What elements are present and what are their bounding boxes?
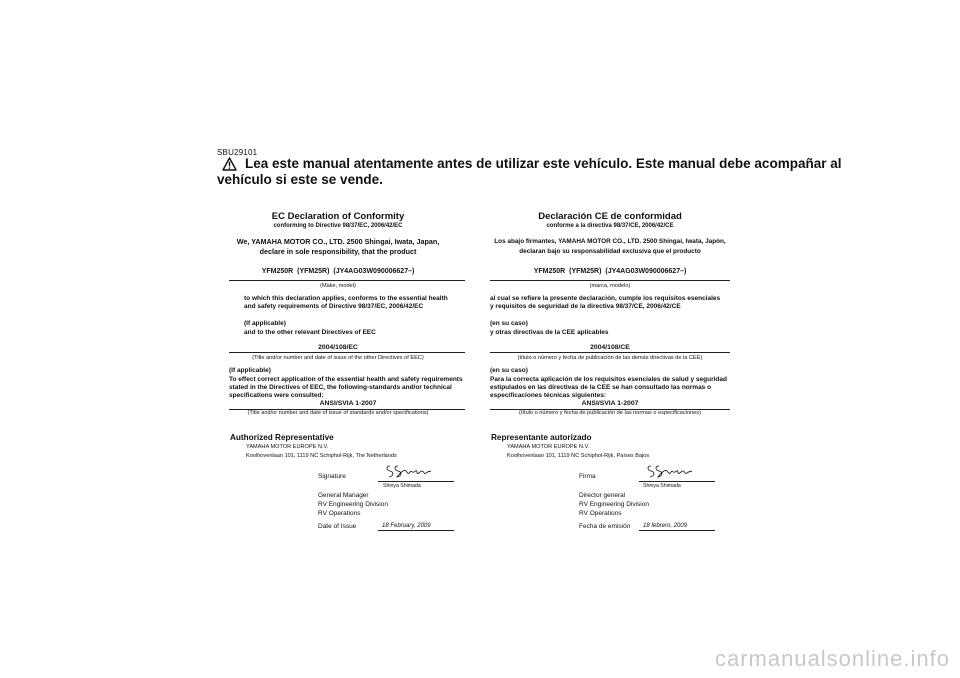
es-company: YAMAHA MOTOR EUROPE N.V. <box>507 444 590 450</box>
es-directive-caption: (título o número y fecha de publicación de las demás directivas de la CEE) <box>517 355 703 361</box>
watermark: carmanualsonline.info <box>714 646 950 671</box>
es-standards-3: especificaciones técnicas siguientes: <box>490 392 606 399</box>
en-address: Koolhovenlaan 101, 1119 NC Schiphol-Rijk, The Netherlands <box>246 453 397 459</box>
es-date-value: 18 febrero, 2009 <box>643 523 688 529</box>
es-signature-label: Firma <box>579 473 596 480</box>
es-declaration-1: Los abajo firmantes, YAMAHA MOTOR CO., LTD. 2500 Shingai, Iwata, Japón, <box>494 238 726 245</box>
es-address: Koolhovenlaan 101, 1119 NC Schiphol-Rijk, Países Bajos <box>507 453 650 459</box>
en-if-applicable-1: (If applicable) <box>244 320 286 327</box>
es-other-directives: y otras directivas de la CEE aplicables <box>490 329 609 336</box>
es-applies-1: al cual se refiere la presente declaración, cumple los requisitos esenciales <box>490 295 721 302</box>
en-title: EC Declaration of Conformity <box>271 211 405 222</box>
en-declaration-2: declare in sole responsibility, that the product <box>259 247 417 256</box>
en-date-label: Date of Issue <box>318 523 357 530</box>
es-subtitle: conforme a la directiva 98/37/CE, 2006/42/CE <box>546 223 674 229</box>
es-signer-name: Shinya Shimada <box>643 483 681 489</box>
en-if-applicable-2: (If applicable) <box>229 367 271 374</box>
es-date-rule <box>639 530 715 531</box>
es-standards-2: estipulados en las directivas de la CEE se han consultado las normas o <box>490 384 712 391</box>
es-directive-rule <box>490 352 730 353</box>
es-product: YFM250R (YFM25R) (JY4AG03W090006627–) <box>533 268 687 275</box>
es-product-rule <box>490 280 730 281</box>
en-date-value: 18 February, 2009 <box>382 523 431 529</box>
es-product-caption: (marca, modelo) <box>589 283 631 289</box>
en-product-rule <box>229 280 465 281</box>
es-signature-rule <box>639 481 715 482</box>
en-product: YFM250R (YFM25R) (JY4AG03W090006627–) <box>261 268 415 275</box>
en-role-1: General Manager <box>318 492 369 499</box>
es-signature-image <box>645 463 695 481</box>
es-role-3: RV Operations <box>579 510 622 517</box>
es-standards-1: Para la correcta aplicación de los requisitos esenciales de salud y seguridad <box>490 376 727 383</box>
es-if-applicable-2: (en su caso) <box>490 367 528 374</box>
es-title: Declaración CE de conformidad <box>538 211 682 222</box>
es-date-label: Fecha de emisión <box>579 523 631 530</box>
en-applies-2: and safety requirements of Directive 98/37/EC, 2006/42/EC <box>244 303 424 310</box>
en-company: YAMAHA MOTOR EUROPE N.V. <box>246 444 329 450</box>
en-standards-1: To effect correct application of the essential health and safety requirements <box>229 376 463 383</box>
en-signature-label: Signature <box>318 473 346 480</box>
en-standard-caption: (Title and/or number and date of issue of standards and/or specifications) <box>247 410 429 416</box>
en-role-2: RV Engineering Division <box>318 501 388 508</box>
es-role-2: RV Engineering Division <box>579 501 649 508</box>
en-directive-rule <box>229 352 465 353</box>
es-directive-value: 2004/108/CE <box>590 344 630 351</box>
en-standards-3: specifications were consulted: <box>229 392 324 399</box>
document-code: SBU29101 <box>217 148 258 157</box>
es-applies-2: y requisitos de seguridad de la directiva 98/37/CE, 2006/42/CE <box>490 303 681 310</box>
en-directive-value: 2004/108/EC <box>318 344 358 351</box>
en-signer-name: Shinya Shimada <box>383 483 421 489</box>
warning-line-2: vehículo si este se vende. <box>217 172 383 187</box>
en-product-caption: (Make, model) <box>320 283 356 289</box>
en-directive-caption: (Title and/or number and date of issue of the other Directives of EEC) <box>252 355 424 361</box>
en-subtitle: conforming to Directive 98/37/EC, 2006/42/EC <box>273 223 403 229</box>
en-standard-value: ANSI/SVIA 1-2007 <box>319 400 377 407</box>
en-role-3: RV Operations <box>318 510 361 517</box>
en-signature-rule <box>378 481 454 482</box>
es-standard-caption: (título o número y fecha de publicación de las normas o especificaciones) <box>519 410 701 416</box>
en-authorized-rep: Authorized Representative <box>230 433 334 442</box>
es-standard-value: ANSI/SVIA 1-2007 <box>581 400 639 407</box>
en-declaration-1: We, YAMAHA MOTOR CO., LTD. 2500 Shingai, Iwata, Japan, <box>236 237 440 246</box>
en-signature-image <box>384 463 434 481</box>
es-declaration-2: declaran bajo su responsabilidad exclusiva que el producto <box>519 248 701 255</box>
es-authorized-rep: Representante autorizado <box>491 433 592 442</box>
en-date-rule <box>378 530 454 531</box>
en-standards-2: stated in the Directives of EEC, the following-standards and/or technical <box>229 384 452 391</box>
warning-text-1: Lea este manual atentamente antes de utilizar este vehículo. Este manual debe acompañar al <box>245 156 842 171</box>
en-other-directives: and to the other relevant Directives of EEC <box>244 329 376 336</box>
es-role-1: Director general <box>579 492 626 499</box>
es-if-applicable-1: (en su caso) <box>490 320 528 327</box>
en-applies-1: to which this declaration applies, conforms to the essential health <box>244 295 448 302</box>
